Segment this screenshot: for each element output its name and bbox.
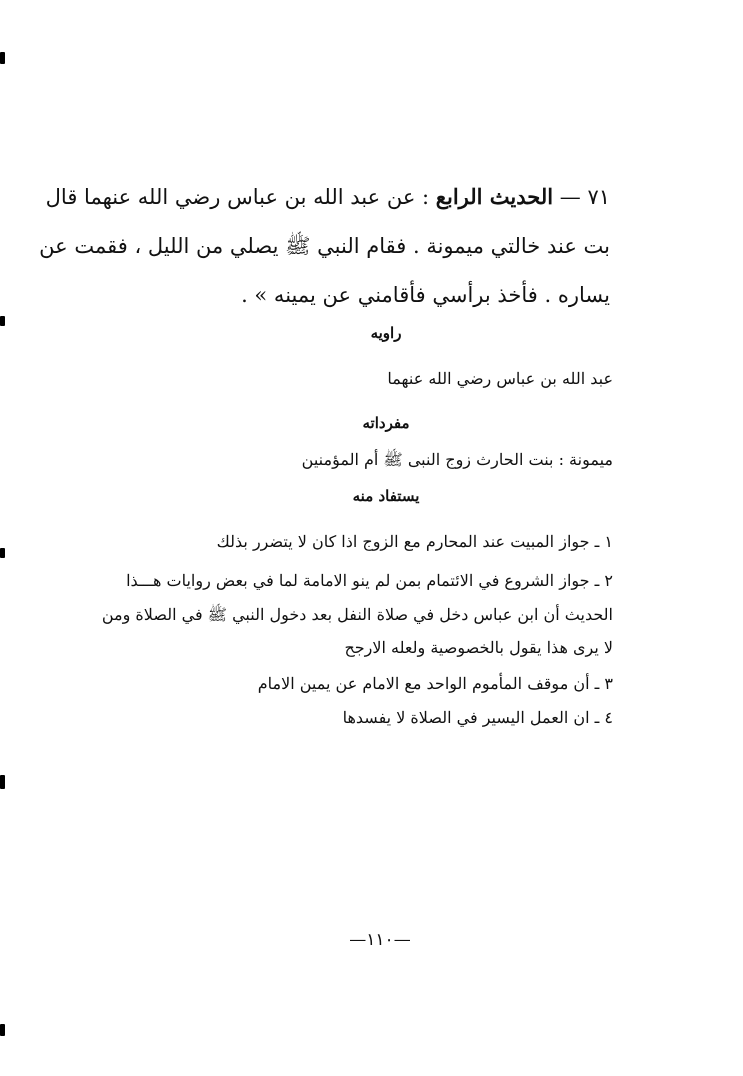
benefit-item-2-line-1: ٢ ـ جواز الشروع في الائتمام بمن لم ينو الامامة لما في بعض روايات هـــذا xyxy=(126,571,613,590)
hadith-line-1-text: : عن عبد الله بن عباس رضي الله عنهما قال xyxy=(45,185,430,209)
benefit-item-3: ٣ ـ أن موقف المأموم الواحد مع الامام عن يمين الامام xyxy=(257,674,613,693)
vocabulary-text: ميمونة : بنت الحارث زوج النبى ﷺ أم المؤمنين xyxy=(301,450,613,469)
hadith-line-2: بت عند خالتي ميمونة . فقام النبي ﷺ يصلي من الليل ، فقمت عن xyxy=(39,234,610,258)
margin-mark xyxy=(0,775,5,789)
benefit-item-2-line-2: الحديث أن ابن عباس دخل في صلاة النفل بعد دخول النبي ﷺ في الصلاة ومن xyxy=(101,605,613,624)
hadith-title: الحديث الرابع xyxy=(435,184,554,209)
benefit-item-1: ١ ـ جواز المبيت عند المحارم مع الزوج اذا كان لا يتضرر بذلك xyxy=(216,532,613,551)
narrator-heading: راويه xyxy=(370,324,402,342)
hadith-number: ٧١ — xyxy=(559,185,610,209)
margin-mark xyxy=(0,548,5,558)
margin-mark xyxy=(0,52,5,64)
hadith-line-1 xyxy=(45,172,610,222)
benefit-item-2-line-3: لا يرى هذا يقول بالخصوصية ولعله الارجح xyxy=(344,638,613,657)
hadith-text xyxy=(39,172,610,320)
margin-mark xyxy=(0,1024,5,1036)
page-number: —١١٠— xyxy=(349,930,411,950)
benefit-item-4: ٤ ـ ان العمل اليسير في الصلاة لا يفسدها xyxy=(342,708,613,727)
margin-mark xyxy=(0,316,5,326)
benefits-heading: يستفاد منه xyxy=(352,487,420,505)
narrator-text: عبد الله بن عباس رضي الله عنهما xyxy=(387,369,613,388)
hadith-line-3: يساره . فأخذ برأسي فأقامني عن يمينه » . xyxy=(241,283,610,307)
vocabulary-heading: مفرداته xyxy=(362,414,410,432)
